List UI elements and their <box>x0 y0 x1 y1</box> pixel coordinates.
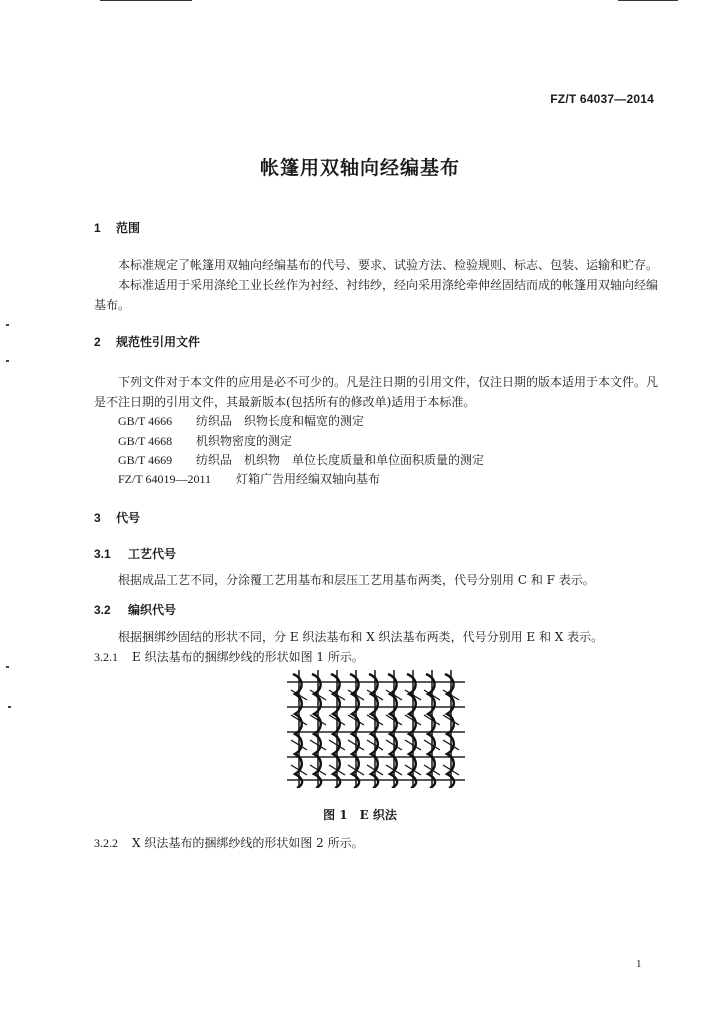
section-heading <box>94 219 140 236</box>
page-number: 1 <box>636 958 642 970</box>
section-number: 2 <box>94 335 101 349</box>
clause-text: X 织法基布的捆绑纱线的形状如图 2 所示。 <box>132 836 364 850</box>
reference-code: GB/T 4668 <box>118 434 173 448</box>
reference-title: 机织物密度的测定 <box>196 434 293 448</box>
scan-edge-line <box>618 0 678 1</box>
section-title: 范围 <box>116 221 141 235</box>
subsection-title: 编织代号 <box>128 603 177 617</box>
reference-title: 纺织品 机织物 单位长度质量和单位面积质量的测定 <box>196 453 485 467</box>
section-number: 3 <box>94 511 101 525</box>
paragraph: 根据捆绑纱固结的形状不同，分 E 织法基布和 X 织法基布两类，代号分别用 E 和 X 表示。 <box>118 630 604 644</box>
clause-number: 3.2.1 <box>94 650 118 664</box>
scan-speck <box>6 666 9 668</box>
paragraph: 本标准适用于采用涤纶工业长丝作为衬经、衬纬纱，经向采用涤纶牵伸丝固结而成的帐篷用双轴向经编基布。 <box>94 278 659 312</box>
reference-item <box>118 432 292 449</box>
reference-item <box>118 470 380 487</box>
numbered-clause <box>94 647 364 667</box>
page-title: 帐篷用双轴向经编基布 <box>259 157 460 179</box>
reference-item <box>118 451 484 468</box>
paragraph: 本标准规定了帐篷用双轴向经编基布的代号、要求、试验方法、检验规则、标志、包装、运输和贮存。 <box>118 258 659 272</box>
standard-code: FZ/T 64037—2014 <box>550 92 654 106</box>
reference-code: GB/T 4666 <box>118 414 173 428</box>
paragraph: 下列文件对于本文件的应用是必不可少的。凡是注日期的引用文件，仅注日期的版本适用于本文件。凡是不注日期的引用文件，其最新版本(包括所有的修改单)适用于本标准。 <box>94 375 659 409</box>
clause-text: E 织法基布的捆绑纱线的形状如图 1 所示。 <box>132 650 364 664</box>
subsection-title: 工艺代号 <box>128 547 177 561</box>
reference-title: 纺织品 织物长度和幅宽的测定 <box>196 414 365 428</box>
subsection-heading <box>94 601 176 618</box>
subsection-heading <box>94 545 176 562</box>
scan-edge-line <box>100 0 192 1</box>
numbered-clause <box>94 833 364 853</box>
e-weave-diagram <box>287 670 465 788</box>
paragraph: 根据成品工艺不同，分涂覆工艺用基布和层压工艺用基布两类，代号分别用 C 和 F 表示。 <box>118 573 595 587</box>
scan-speck <box>6 360 9 362</box>
section-title: 代号 <box>116 511 141 525</box>
clause-number: 3.2.2 <box>94 836 118 850</box>
section-title: 规范性引用文件 <box>116 335 201 349</box>
section-number: 1 <box>94 221 101 235</box>
section-heading <box>94 509 140 526</box>
reference-code: FZ/T 64019—2011 <box>118 472 212 486</box>
scan-speck <box>6 324 9 326</box>
reference-title: 灯箱广告用经编双轴向基布 <box>236 472 381 486</box>
reference-code: GB/T 4669 <box>118 453 173 467</box>
section-heading <box>94 333 200 350</box>
binding-yarn-loops <box>293 674 454 788</box>
reference-item <box>118 412 364 429</box>
scan-speck <box>8 706 11 708</box>
figure-caption: 图 1 E 织法 <box>323 808 397 822</box>
subsection-number: 3.2 <box>94 603 111 617</box>
subsection-number: 3.1 <box>94 547 111 561</box>
